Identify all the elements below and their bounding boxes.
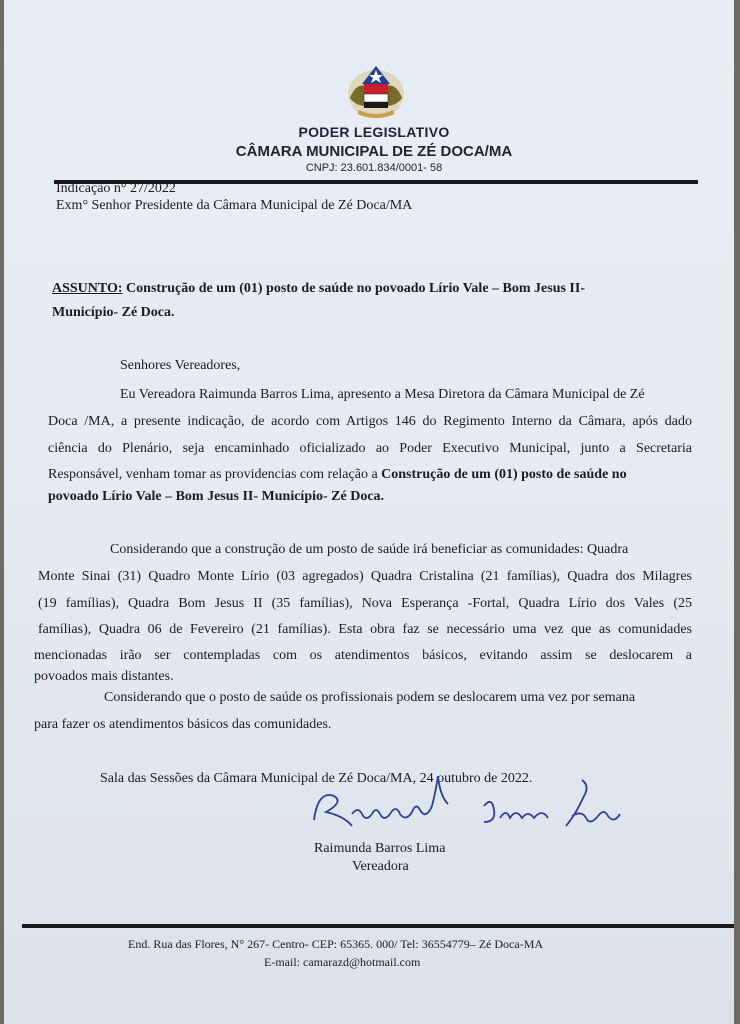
paragraph-1-line: povoado Lírio Vale – Bom Jesus II- Município- Zé Doca. xyxy=(48,489,385,504)
paragraph-2-line: Considerando que a construção de um posto de saúde irá beneficiar as comunidades: Quadra xyxy=(110,542,629,557)
subject-line-2: Município- Zé Doca. xyxy=(52,305,175,320)
subject-line-1 xyxy=(52,280,585,297)
header-title: PODER LEGISLATIVO xyxy=(298,124,450,140)
subject-label: ASSUNTO: xyxy=(52,281,123,296)
footer-email: E-mail: camarazd@hotmail.com xyxy=(264,955,421,969)
footer-address: End. Rua das Flores, N° 267- Centro- CEP: 65365. 000/ Tel: 36554779– Zé Doca-MA xyxy=(128,937,544,951)
footer-divider xyxy=(22,924,734,928)
paragraph-1-text: Responsável, venham tomar as providencias com relação a xyxy=(48,467,378,482)
paragraph-2-line: mencionadas irão ser contempladas com os atendimentos básicos, evitando assim se deslocarem a xyxy=(34,648,692,663)
header-chamber-name: CÂMARA MUNICIPAL DE ZÉ DOCA/MA xyxy=(235,143,513,160)
indicacao-number: Indicação n° 27/2022 xyxy=(56,181,176,196)
paragraph-1-line: Eu Vereadora Raimunda Barros Lima, apresento a Mesa Diretora da Câmara Municipal de Zé xyxy=(120,387,645,402)
paragraph-3-line: Considerando que o posto de saúde os profissionais podem se deslocarem uma vez por semana xyxy=(104,690,636,705)
subject-text: Construção de um (01) posto de saúde no povoado Lírio Vale – Bom Jesus II- xyxy=(126,281,585,296)
place-and-date: Sala das Sessões da Câmara Municipal de Zé Doca/MA, 24 outubro de 2022. xyxy=(100,771,533,786)
paragraph-1-line: Doca /MA, a presente indicação, de acordo com Artigos 146 do Regimento Interno da Câmara, após dado xyxy=(48,414,692,429)
paragraph-2-line: (19 famílias), Quadra Bom Jesus II (35 famílias), Nova Esperança -Fortal, Quadra Lírio dos Vales (25 xyxy=(38,596,692,611)
addressee: Exm° Senhor Presidente da Câmara Municipal de Zé Doca/MA xyxy=(56,198,413,213)
paragraph-1-bold: Construção de um (01) posto de saúde no xyxy=(381,467,627,482)
signer-name: Raimunda Barros Lima xyxy=(314,841,446,856)
document-page xyxy=(4,0,734,1024)
paragraph-2-line: Monte Sinai (31) Quadro Monte Lírio (03 agregados) Quadra Cristalina (21 famílias), Quadra dos Milagres xyxy=(38,569,692,584)
paragraph-1-line xyxy=(48,466,627,483)
paragraph-3-line: para fazer os atendimentos básicos das comunidades. xyxy=(34,717,332,732)
handwritten-signature xyxy=(304,776,664,846)
signer-role: Vereadora xyxy=(352,859,409,874)
salutation: Senhores Vereadores, xyxy=(120,358,241,373)
paragraph-1-line: ciência do Plenário, seja encaminhado oficializado ao Poder Executivo Municipal, junto a Secretaria xyxy=(48,441,692,456)
municipal-crest-logo xyxy=(344,62,408,122)
paragraph-2-line: povoados mais distantes. xyxy=(34,669,174,684)
header-cnpj: CNPJ: 23.601.834/0001- 58 xyxy=(305,162,443,174)
paragraph-2-line: famílias), Quadra 06 de Fevereiro (21 famílias). Esta obra faz se necessário uma vez que as comunidades xyxy=(38,622,692,637)
